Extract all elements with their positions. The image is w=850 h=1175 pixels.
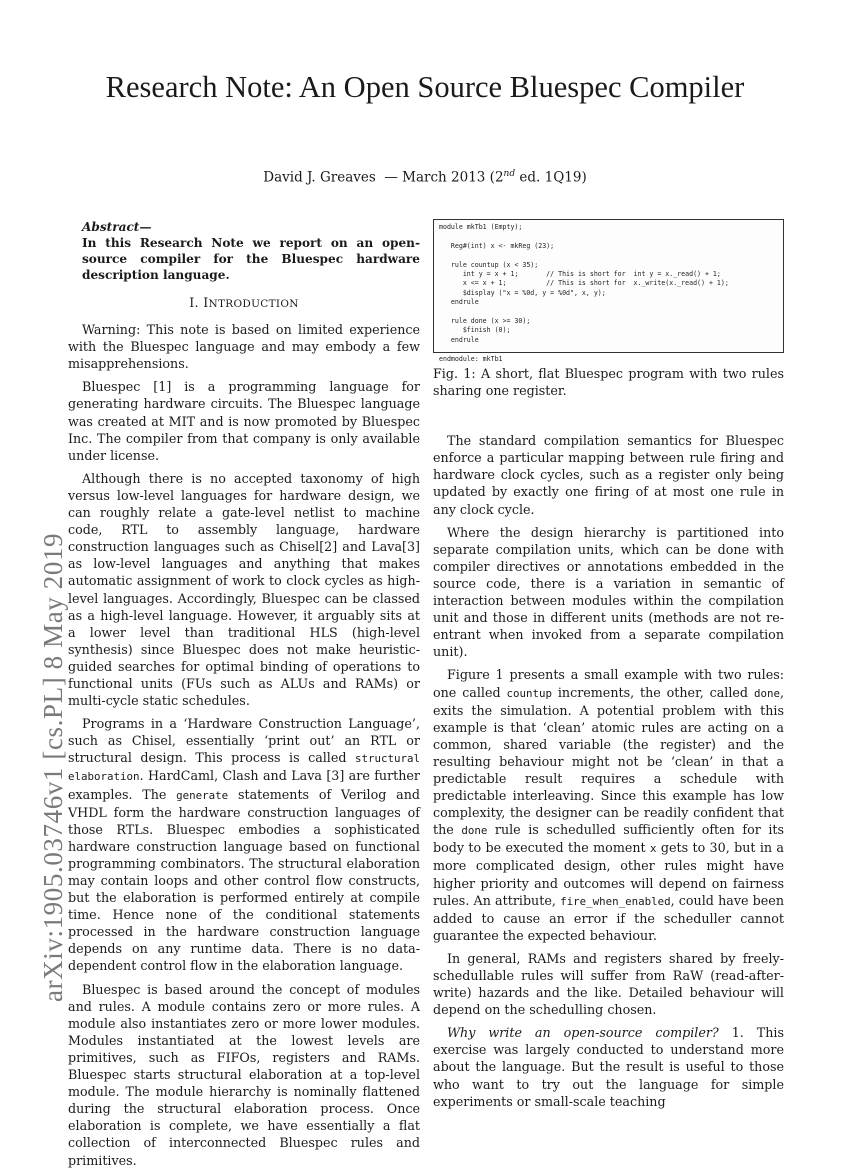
text-segment: increments, the other, called (552, 684, 754, 700)
text-segment: , exits the simulation. A potential problem with this example is that ‘clean’ atomic rules are acting on a common, shared variable (the register) and the resulting behaviour might not be ‘clean’ in that a predictable result requires a schedule with predictable interleaving. Since this example has low complexity, the designer can be readily confident that the (433, 684, 784, 838)
inline-code: generate (176, 788, 229, 802)
byline (90, 164, 760, 188)
text-segment: , could have been added to cause an error if the scheduller cannot guarantee the expected behaviour. (433, 892, 784, 943)
inline-code: done (753, 686, 780, 700)
text-segment: . HardCaml, Clash and Lava [3] are further examples. The (68, 768, 420, 802)
inline-code: x (650, 842, 657, 856)
paragraph-bluespec-intro: Bluespec [1] is a programming language for generating hardware circuits. The Bluespec language was created at MIT and is now promoted by Bluespec Inc. The compiler from that company is only available under license. (68, 379, 420, 463)
abstract (82, 219, 420, 283)
paragraph-figure-example (433, 666, 784, 944)
paper-title: Research Note: An Open Source Bluespec Compiler (105, 70, 745, 104)
paragraph-why-open-source (433, 1024, 784, 1109)
text-segment: gets to 30, but in a more complicated design, other rules might have higher priority and outcomes will depend on fairness rules. An attribute, (433, 840, 784, 908)
paragraph-compilation-semantics: The standard compilation semantics for Bluespec enforce a particular mapping between rule firing and hardware clock cycles, such as a register only being updated by exactly one firing of at most one rule in any clock cycle. (433, 433, 784, 517)
figure-caption: Fig. 1: A short, flat Bluespec program with two rules sharing one register. (433, 366, 784, 399)
paragraph-warning: Warning: This note is based on limited experience with the Bluespec language and may embody a few misapprehensions. (68, 322, 420, 372)
abstract-label: Abstract— (82, 220, 152, 234)
inline-code: done (461, 824, 488, 838)
right-column (433, 219, 784, 1116)
section-numeral: I. (189, 295, 199, 310)
arxiv-stamp: arXiv:1905.03746v1 [cs.PL] 8 May 2019 (38, 532, 68, 1002)
section-title-initial: I (203, 295, 209, 310)
figure-code-listing (433, 219, 784, 363)
left-column (68, 219, 420, 1175)
run-in-heading: Why write an open-source compiler? (447, 1025, 719, 1041)
section-heading-introduction (68, 294, 420, 313)
code-listing: module mkTb1 (Empty); Reg#(int) x <- mkReg (23); rule countup (x < 35); int y = x + 1; // This is short for int y = x._read() + 1; x <= x + 1; // This is short for x._write(x._read() + 1); $display ("x = %0d, y = %0d", x, y); endrule rule done (x >= 30); $finish (0); endrule endmodule: mkTb1 (439, 223, 729, 363)
text-segment: Programs in a ‘Hardware Construction Language’, such as Chisel, essentially ‘print out’ an RTL or structural design. This process is called (68, 716, 420, 766)
paragraph-raw-hazards: In general, RAMs and registers shared by freely-schedullable rules will suffer from RaW (read-after-write) hazards and the like. Detailed behaviour will depend on the schedulling chosen. (433, 950, 784, 1018)
inline-code: countup (506, 686, 552, 700)
date-suffix: ed. 1Q19) (519, 169, 587, 186)
date-prefix: — March 2013 (2 (384, 169, 504, 186)
text-segment: Figure 1 presents a small example with two rules: one called (433, 667, 784, 700)
paragraph-design-hierarchy: Where the design hierarchy is partitioned into separate compilation units, which can be done with compiler directives or annotations embedded in the source code, there is a variation in semantic of interaction between modules within the compilation unit and those in different units (methods are not re-entrant when invoked from a separate compilation unit). (433, 524, 784, 660)
section-title-rest: NTRODUCTION (208, 298, 299, 310)
text-segment: statements of Verilog and VHDL form the hardware construction languages of those RTLs. Bluespec embodies a sophisticated hardware construction language based on functional programming combinators. The structural elaboration may contain loops and other control flow constructs, but the elaboration is performed entirely at compile time. Hence none of the conditional statements processed in the hardware construction language depends on any runtime data. There is no data-dependent control flow in the elaboration language. (68, 786, 420, 974)
paragraph-taxonomy: Although there is no accepted taxonomy of high versus low-level languages for hardware design, we can roughly relate a gate-level netlist to machine code, RTL to assembly language, hardware construction languages such as Chisel[2] and Lava[3] as low-level languages and anything that makes automatic assignment of work to clock cycles as high-level languages. Accordingly, Bluespec can be classed as a high-level language. However, it arguably sits at a lower level than traditional HLS (high-level synthesis) since Bluespec does not make heuristic-guided searches for optimal binding of operations to functional units (FUs such as ALUs and RAMs) or multi-cycle static schedules. (68, 470, 420, 709)
abstract-text: In this Research Note we report on an open-source compiler for the Bluespec hardware description language. (82, 236, 420, 282)
text-segment: rule is schedulled sufficiently often for its body to be executed the moment (433, 822, 784, 856)
edition-superscript: nd (503, 169, 516, 179)
inline-code: fire_when_enabled (560, 894, 671, 908)
paragraph-modules-rules: Bluespec is based around the concept of modules and rules. A module contains zero or more rules. A module also instantiates zero or more lower modules. Modules instantiated at the lowest levels are primitives, such as FIFOs, registers and RAMs. Bluespec starts structural elaboration at a top-level module. The module hierarchy is nominally flattened during the structural elaboration process. Once elaboration is complete, we have essentially a flat collection of interconnected Bluespec rules and primitives. (68, 981, 420, 1168)
author-name: David J. Greaves (263, 169, 376, 186)
inline-code: structural elaboration (68, 752, 420, 784)
paragraph-hardware-construction (68, 715, 420, 974)
text-segment: 1. This exercise was largely conducted to understand more about the language. But the result is useful to those who want to try out the language for simple experiments or small-scale teaching (433, 1025, 784, 1109)
